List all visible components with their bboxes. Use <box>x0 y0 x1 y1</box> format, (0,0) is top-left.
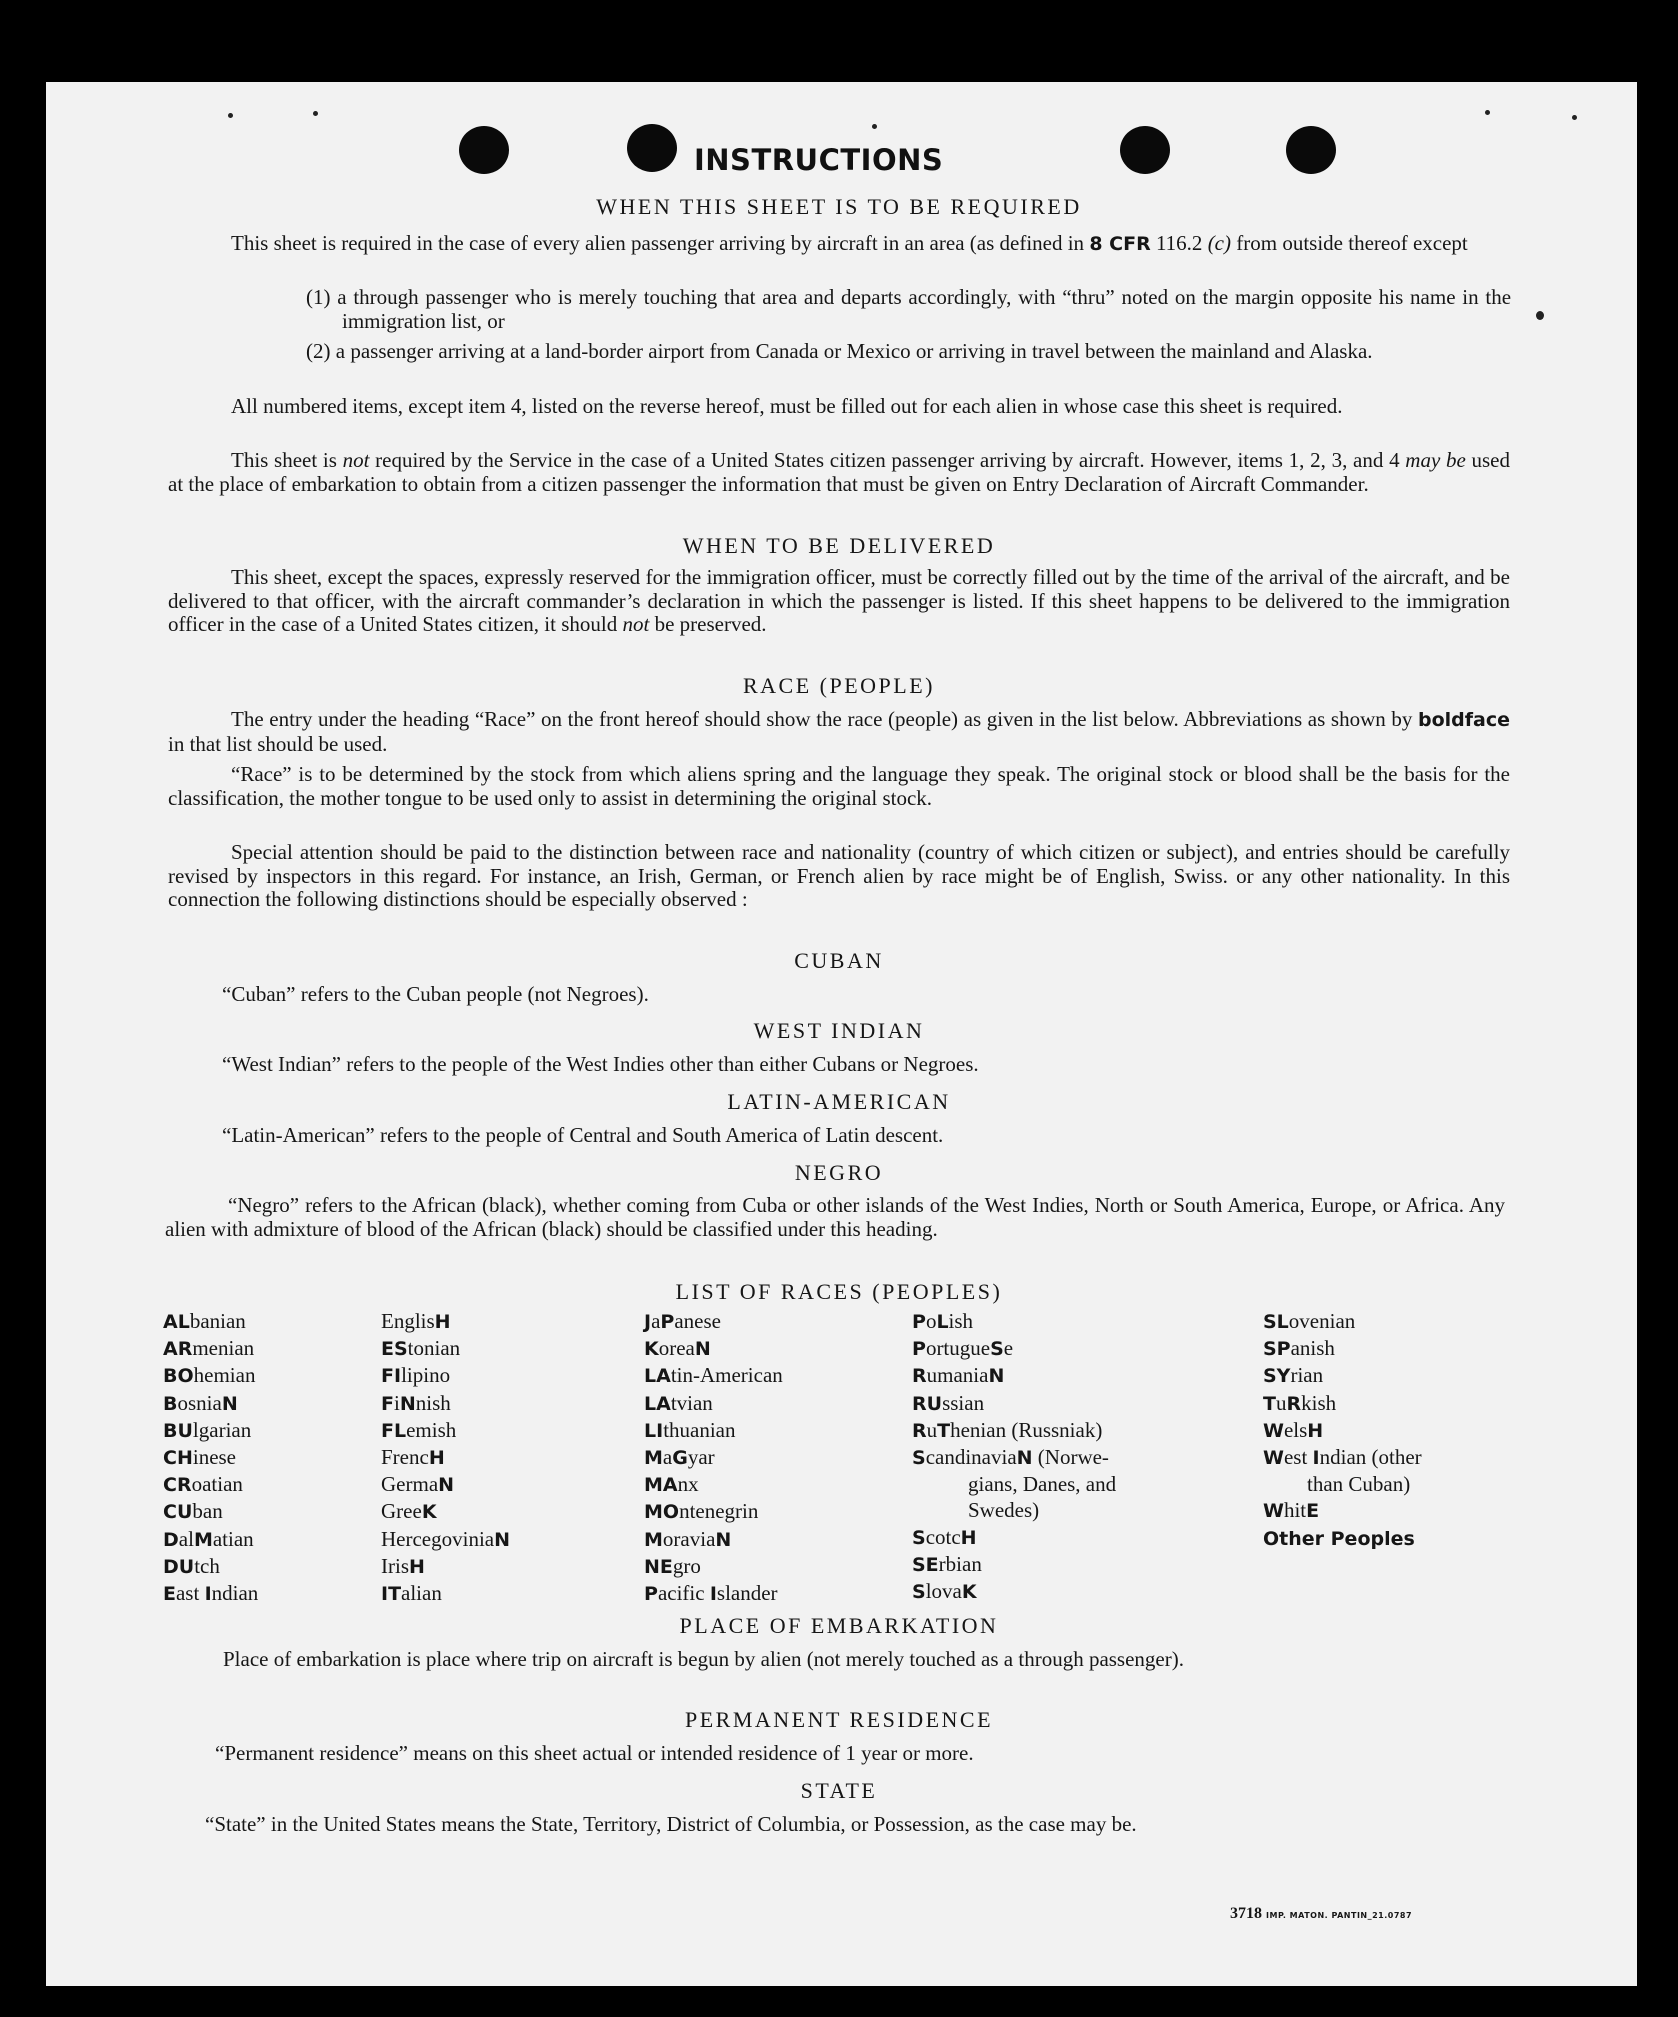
section-heading-state: STATE <box>800 1778 878 1803</box>
race-text: ish <box>948 1309 974 1333</box>
race-abbrev: S <box>912 1581 926 1604</box>
race-abbrev: AR <box>163 1338 193 1361</box>
race-text: oravia <box>662 1526 716 1551</box>
race-entry <box>644 1580 783 1607</box>
race-entry <box>1263 1308 1422 1335</box>
race-text: ban <box>192 1499 223 1524</box>
list-of-races-heading: LIST OF RACES (PEOPLES) <box>675 1279 1003 1304</box>
race-entry <box>381 1553 510 1580</box>
race-abbrev: E <box>1306 1500 1320 1523</box>
race-entry <box>912 1471 1116 1497</box>
race-abbrev: P <box>912 1311 926 1333</box>
race-abbrev: BU <box>163 1419 193 1442</box>
race-abbrev: K <box>644 1338 659 1361</box>
exception-item-2: (2) a passenger arriving at a land-border airport from Canada or Mexico or arriving in travel between the mainland and Alaska. <box>306 339 1373 363</box>
race-text: acific <box>657 1581 710 1606</box>
race-entry <box>163 1362 258 1389</box>
race-abbrev: FI <box>381 1365 402 1388</box>
race-entry <box>163 1417 258 1444</box>
race-entry <box>1263 1444 1422 1471</box>
race-text: ssian <box>942 1390 985 1415</box>
race-abbrev: CU <box>163 1501 193 1524</box>
race-abbrev: W <box>1263 1447 1284 1470</box>
race-paragraph-3: Special attention should be paid to the distinction between race and nationality (country of which citizen or subject), and entries should be carefully revised by inspectors in this regard. For instance, an Irish, German, or French alien by race might be of English, Swiss. or any other nationality. In this connection the following distinctions should be especially observed : <box>168 840 1510 911</box>
cuban-text: “Cuban” refers to the Cuban people (not Negroes). <box>222 982 649 1006</box>
race-text: o <box>925 1309 937 1333</box>
race-abbrev: E <box>163 1583 176 1606</box>
race-entry <box>163 1498 258 1525</box>
race-text: inese <box>192 1445 237 1470</box>
form-footer <box>1230 1905 1412 1923</box>
race-abbrev: D <box>163 1528 179 1551</box>
race-text: ast <box>175 1581 205 1606</box>
race-abbrev: IT <box>381 1583 402 1606</box>
race-entry <box>912 1551 1116 1578</box>
race-entry <box>163 1335 258 1362</box>
race-abbrev: P <box>660 1311 675 1333</box>
section-heading-race: RACE (PEOPLE) <box>743 673 935 698</box>
race-abbrev: S <box>912 1526 926 1549</box>
speck <box>1572 115 1577 120</box>
race-abbrev: SE <box>912 1553 939 1576</box>
race-abbrev: R <box>912 1419 927 1442</box>
race-entry <box>644 1444 783 1471</box>
race-abbrev: MA <box>644 1474 678 1497</box>
race-text: Iris <box>381 1553 409 1578</box>
race-entry <box>381 1308 510 1335</box>
race-entry <box>381 1526 510 1553</box>
race-text: gians, Danes, and <box>968 1472 1117 1497</box>
race-abbrev: B <box>163 1392 178 1415</box>
race-abbrev: CR <box>163 1474 192 1497</box>
race-abbrev: N <box>494 1528 511 1551</box>
race-paragraph-1: The entry under the heading “Race” on the front hereof should show the race (people) as given in the list below. Abbreviations as shown by boldface in that list should be used. <box>168 707 1510 756</box>
punch-hole <box>1120 126 1170 174</box>
speck <box>228 113 233 118</box>
state-text: “State” in the United States means the State, Territory, District of Columbia, or Possession, as the case may be. <box>205 1812 1137 1836</box>
race-abbrev: G <box>672 1447 688 1470</box>
race-text: Gree <box>381 1499 422 1524</box>
punch-hole <box>459 126 509 174</box>
race-abbrev: SL <box>1263 1311 1289 1333</box>
race-text: banian <box>189 1309 246 1333</box>
race-entry <box>1263 1390 1422 1417</box>
race-abbrev: F <box>381 1392 394 1415</box>
race-text: nish <box>415 1390 451 1415</box>
race-abbrev: RU <box>912 1392 943 1415</box>
race-text: nx <box>677 1472 699 1497</box>
race-abbrev: K <box>961 1581 977 1604</box>
form-number: 3718 <box>1230 1905 1262 1922</box>
race-entry <box>381 1335 510 1362</box>
race-abbrev: W <box>1263 1500 1284 1523</box>
race-text: (Norwe- <box>1032 1445 1109 1470</box>
race-abbrev: N <box>438 1474 455 1497</box>
speck <box>313 111 318 116</box>
race-text: atian <box>212 1526 254 1551</box>
permanent-residence-text: “Permanent residence” means on this sheet actual or intended residence of 1 year or more. <box>215 1741 974 1765</box>
race-abbrev: ES <box>381 1338 408 1361</box>
race-text: umania <box>926 1363 989 1388</box>
race-entry <box>1263 1471 1422 1497</box>
race-text: candinavia <box>925 1445 1017 1470</box>
race-abbrev: MO <box>644 1501 680 1524</box>
speck <box>1485 110 1490 115</box>
race-entry <box>381 1390 510 1417</box>
race-entry <box>644 1471 783 1498</box>
page-title: INSTRUCTIONS <box>694 143 944 177</box>
race-text: tvian <box>670 1390 713 1415</box>
race-text: al <box>178 1526 194 1551</box>
race-text: tonian <box>407 1336 461 1361</box>
race-entry <box>1263 1497 1422 1524</box>
race-entry <box>912 1362 1116 1389</box>
race-abbrev: P <box>912 1338 926 1361</box>
race-abbrev: FL <box>381 1419 407 1442</box>
race-text: cotc <box>925 1524 961 1549</box>
race-text: kish <box>1301 1390 1337 1415</box>
section-heading-latin-american: LATIN-AMERICAN <box>727 1089 951 1114</box>
race-text: menian <box>192 1336 255 1361</box>
race-abbrev: M <box>644 1528 663 1551</box>
race-abbrev: NE <box>644 1555 673 1578</box>
race-text: tch <box>194 1553 220 1578</box>
race-entry <box>1263 1525 1422 1552</box>
race-abbrev: CH <box>163 1447 193 1470</box>
race-text: oatian <box>191 1472 243 1497</box>
race-abbrev: SP <box>1263 1338 1291 1361</box>
race-abbrev: T <box>1263 1392 1276 1415</box>
race-abbrev: I <box>709 1583 717 1606</box>
race-abbrev: S <box>912 1447 926 1470</box>
punch-hole <box>1286 126 1336 174</box>
race-abbrev: I <box>1312 1447 1320 1470</box>
race-entry <box>644 1390 783 1417</box>
race-entry <box>163 1390 258 1417</box>
section-heading-embarkation: PLACE OF EMBARKATION <box>679 1613 999 1638</box>
race-abbrev: H <box>960 1526 977 1549</box>
race-text: slander <box>716 1581 778 1606</box>
race-abbrev: N <box>715 1528 732 1551</box>
race-entry <box>912 1444 1116 1471</box>
race-text: a <box>651 1309 661 1333</box>
race-abbrev: N <box>988 1365 1005 1388</box>
race-abbrev: N <box>694 1338 711 1361</box>
embarkation-text: Place of embarkation is place where trip on aircraft is begun by alien (not merely touched as a through passenger). <box>223 1647 1184 1671</box>
race-text: a <box>662 1445 673 1470</box>
race-text: est <box>1283 1445 1313 1470</box>
race-text: yar <box>687 1445 715 1470</box>
race-abbrev: H <box>1307 1419 1324 1442</box>
race-text: ortugue <box>925 1336 991 1361</box>
race-text: e <box>1003 1336 1014 1361</box>
race-entry <box>163 1444 258 1471</box>
race-entry <box>644 1308 783 1335</box>
race-entry <box>912 1417 1116 1444</box>
race-column-4 <box>912 1308 1116 1605</box>
race-abbrev: I <box>204 1583 212 1606</box>
race-entry <box>163 1553 258 1580</box>
race-text: anish <box>1290 1336 1335 1361</box>
section-heading-cuban: CUBAN <box>794 948 884 973</box>
race-abbrev: W <box>1263 1419 1284 1442</box>
numbered-items-paragraph: All numbered items, except item 4, listed on the reverse hereof, must be filled out for each alien in whose case this sheet is required. <box>231 394 1343 418</box>
race-abbrev: R <box>1286 1392 1302 1415</box>
race-text: ndian (other <box>1319 1445 1422 1470</box>
race-entry <box>912 1524 1116 1551</box>
race-entry <box>644 1362 783 1389</box>
race-abbrev: AL <box>163 1311 190 1333</box>
section-heading-west-indian: WEST INDIAN <box>753 1018 925 1043</box>
race-column-5 <box>1263 1308 1422 1552</box>
race-paragraph-2: “Race” is to be determined by the stock from which aliens spring and the language they speak. The original stock or blood shall be the basis for the classification, the mother tongue to be used only to assist in determining the original stock. <box>168 762 1510 810</box>
race-text: Swedes) <box>968 1498 1040 1523</box>
race-text: than Cuban) <box>1307 1472 1411 1497</box>
race-abbrev: H <box>428 1447 445 1470</box>
race-entry <box>381 1444 510 1471</box>
race-abbrev: P <box>644 1583 658 1606</box>
race-entry <box>163 1308 258 1335</box>
race-abbrev: BO <box>163 1365 194 1388</box>
race-entry <box>912 1335 1116 1362</box>
race-entry <box>644 1553 783 1580</box>
race-entry <box>1263 1335 1422 1362</box>
race-abbrev: DU <box>163 1555 195 1578</box>
race-entry <box>644 1498 783 1525</box>
exception-item-1: (1) a through passenger who is merely touching that area and departs accordingly, with “thru” noted on the margin opposite his name in the immigration list, or <box>306 285 1512 333</box>
race-text: hit <box>1283 1498 1307 1523</box>
race-entry <box>381 1471 510 1498</box>
race-abbrev: LA <box>644 1365 671 1388</box>
race-text: osnia <box>177 1390 222 1415</box>
section-heading-when-delivered: WHEN TO BE DELIVERED <box>682 533 996 558</box>
race-text: lova <box>925 1579 962 1604</box>
race-abbrev: H <box>434 1311 451 1333</box>
race-entry <box>912 1308 1116 1335</box>
punch-hole <box>627 124 677 172</box>
race-abbrev: LA <box>644 1392 671 1415</box>
printer-imprint: IMP. MATON. PANTIN_21.0787 <box>1266 1911 1413 1920</box>
race-entry <box>381 1417 510 1444</box>
race-column-1 <box>163 1308 258 1607</box>
section-heading-permanent-residence: PERMANENT RESIDENCE <box>684 1707 994 1732</box>
speck <box>1536 311 1544 320</box>
race-abbrev: S <box>990 1338 1004 1361</box>
speck <box>872 124 877 129</box>
race-abbrev: LI <box>644 1419 664 1442</box>
race-text: Englis <box>381 1309 435 1333</box>
race-entry <box>912 1578 1116 1605</box>
race-text: ntenegrin <box>679 1499 759 1524</box>
race-entry <box>163 1526 258 1553</box>
race-text: Germa <box>381 1472 439 1497</box>
race-abbrev: K <box>421 1501 437 1524</box>
race-entry <box>912 1497 1116 1523</box>
race-text: lipino <box>401 1363 451 1388</box>
race-text: tin-American <box>670 1363 783 1388</box>
race-text: rbian <box>938 1551 982 1576</box>
race-text: emish <box>406 1417 457 1442</box>
citizen-paragraph: This sheet is not required by the Service in the case of a United States citizen passenger arriving by aircraft. However, items 1, 2, 3, and 4 may be used at the place of embarkation to obtain from a citizen passenger the information that must be given on Entry Declaration of Aircraft Commander. <box>168 448 1510 496</box>
race-text: Frenc <box>381 1445 429 1470</box>
race-entry <box>644 1335 783 1362</box>
section-heading-when-required: WHEN THIS SHEET IS TO BE REQUIRED <box>596 194 1082 219</box>
race-entry <box>1263 1362 1422 1389</box>
race-abbrev: R <box>912 1365 927 1388</box>
race-text: u <box>926 1417 938 1442</box>
race-abbrev: SY <box>1263 1365 1291 1388</box>
race-text: anese <box>674 1309 721 1333</box>
race-text: thuanian <box>663 1417 736 1442</box>
race-abbrev: M <box>193 1528 213 1551</box>
race-text: ovenian <box>1288 1309 1356 1333</box>
race-text: u <box>1275 1390 1287 1415</box>
intro-paragraph: This sheet is required in the case of every alien passenger arriving by aircraft in an area (as defined in 8 CFR 116.2 (c) from outside thereof except <box>231 231 1468 255</box>
west-indian-text: “West Indian” refers to the people of the West Indies other than either Cubans or Negroes. <box>222 1052 979 1076</box>
race-entry <box>381 1498 510 1525</box>
section-heading-negro: NEGRO <box>794 1160 884 1185</box>
race-entry <box>381 1580 510 1607</box>
race-abbrev: N <box>399 1392 416 1415</box>
race-entry <box>644 1526 783 1553</box>
race-entry <box>163 1471 258 1498</box>
race-column-2 <box>381 1308 510 1607</box>
race-text: orea <box>658 1336 695 1361</box>
race-abbrev: J <box>644 1311 652 1333</box>
race-abbrev: M <box>644 1447 663 1470</box>
race-abbrev: H <box>409 1555 425 1578</box>
race-text: Hercegovinia <box>381 1526 495 1551</box>
race-text: alian <box>401 1581 442 1606</box>
race-abbrev: N <box>1016 1447 1033 1470</box>
race-text: lgarian <box>192 1417 252 1442</box>
race-entry <box>163 1580 258 1607</box>
race-abbrev: Other Peoples <box>1263 1527 1415 1550</box>
race-entry <box>381 1362 510 1389</box>
delivery-paragraph: This sheet, except the spaces, expressly reserved for the immigration officer, must be correctly filled out by the time of the arrival of the aircraft, and be delivered to that officer, with the aircraft commander’s declaration in which the passenger is listed. If this sheet happens to be delivered to the immigration officer in the case of a United States citizen, it should not be preserved. <box>168 565 1510 636</box>
race-entry <box>644 1417 783 1444</box>
race-text: ndian <box>211 1581 259 1606</box>
race-text: els <box>1283 1417 1308 1442</box>
race-abbrev: N <box>221 1392 238 1415</box>
race-entry <box>1263 1417 1422 1444</box>
race-column-3 <box>644 1308 783 1607</box>
race-abbrev: L <box>936 1311 949 1333</box>
race-text: hemian <box>193 1363 256 1388</box>
race-text: i <box>393 1390 400 1415</box>
race-entry <box>912 1390 1116 1417</box>
race-text: gro <box>672 1553 701 1578</box>
race-text: rian <box>1290 1363 1324 1388</box>
latin-american-text: “Latin-American” refers to the people of Central and South America of Latin descent. <box>222 1123 944 1147</box>
race-text: henian (Russniak) <box>950 1417 1103 1442</box>
negro-text: “Negro” refers to the African (black), whether coming from Cuba or other islands of the West Indies, North or South America, Europe, or Africa. Any alien with admixture of blood of the African (black) should be classified under this heading. <box>165 1193 1505 1241</box>
race-abbrev: T <box>937 1419 951 1442</box>
